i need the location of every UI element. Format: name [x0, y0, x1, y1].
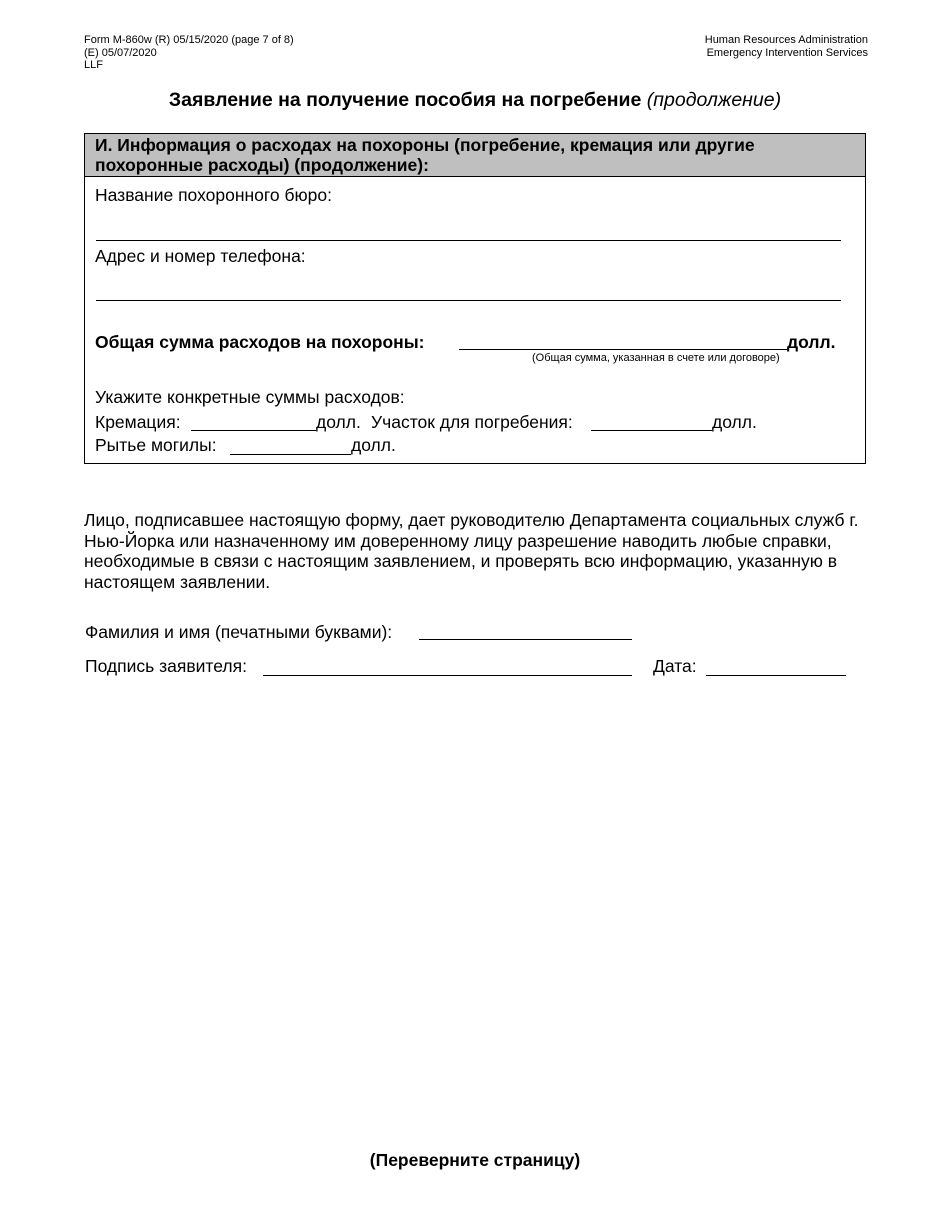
funeral-home-label: Название похоронного бюро:: [95, 185, 332, 205]
funeral-expenses-section: [84, 133, 866, 464]
agency-division: Emergency Intervention Services: [706, 46, 868, 59]
grave-unit: долл.: [351, 435, 396, 455]
name-field[interactable]: [419, 639, 632, 640]
total-amount-field[interactable]: [459, 349, 787, 350]
name-label: Фамилия и имя (печатными буквами):: [85, 622, 393, 642]
form-number: Form M-860w (R) 05/15/2020 (page 7 of 8): [84, 34, 294, 46]
page-title: [0, 89, 950, 112]
signature-label: Подпись заявителя:: [85, 656, 247, 676]
form-info: [84, 34, 294, 72]
authorization-text: Лицо, подписавшее настоящую форму, дает руководителю Департамента социальных служб г. Нью-Йорка или назначенному им доверенному лицу разрешение наводить любые справки, необходимые в связи с настоящим заявлением, и проверять всю информацию, указанную в настоящем заявлении.: [84, 510, 859, 592]
plot-amount-field[interactable]: [591, 430, 712, 431]
plot-unit: долл.: [712, 412, 757, 432]
total-note: (Общая сумма, указанная в счете или договоре): [532, 352, 780, 364]
address-phone-field[interactable]: [96, 300, 841, 301]
form-edition: (E) 05/07/2020: [84, 46, 157, 59]
funeral-home-field[interactable]: [96, 240, 841, 241]
total-unit: долл.: [787, 332, 836, 352]
grave-label: Рытье могилы:: [95, 435, 217, 455]
form-language: LLF: [84, 59, 103, 71]
date-field[interactable]: [706, 675, 846, 676]
total-label: Общая сумма расходов на похороны:: [95, 332, 425, 352]
cremation-unit: долл.: [316, 412, 361, 432]
grave-amount-field[interactable]: [230, 454, 351, 455]
specific-amounts-label: Укажите конкретные суммы расходов:: [95, 387, 405, 407]
agency-name: Human Resources Administration: [704, 34, 868, 46]
date-label: Дата:: [653, 656, 697, 676]
cremation-amount-field[interactable]: [191, 430, 316, 431]
agency-info: [705, 34, 868, 59]
signature-field[interactable]: [263, 675, 632, 676]
address-label: Адрес и номер телефона:: [95, 246, 306, 266]
cremation-label: Кремация:: [95, 412, 181, 432]
section-heading: И. Информация о расходах на похороны (погребение, кремация или другие похоронные расходы) (продолжение):: [85, 134, 865, 177]
page-title-suffix: (продолжение): [646, 89, 782, 111]
plot-label: Участок для погребения:: [371, 412, 573, 432]
turn-page-note: (Переверните страницу): [369, 1150, 581, 1170]
page-title-main: Заявление на получение пособия на погребение: [168, 89, 642, 111]
